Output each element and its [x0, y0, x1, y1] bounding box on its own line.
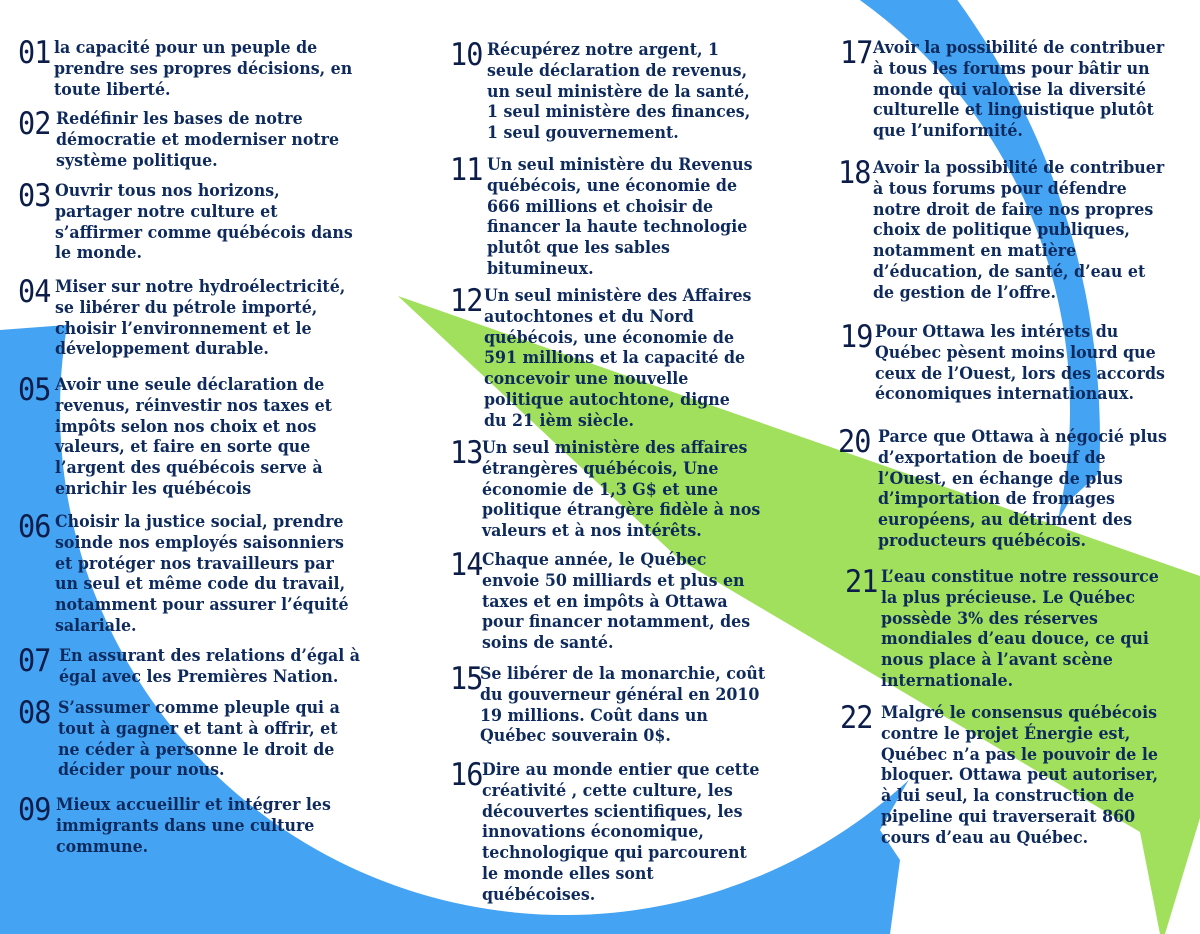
item-text: Miser sur notre hydroélectricité, se libérer du pétrole importé, choisir l’environnement et le développement durable. — [55, 277, 346, 360]
item-number: 13 — [450, 435, 483, 471]
item-number: 19 — [840, 319, 873, 355]
item-number: 10 — [450, 37, 483, 73]
item-number: 21 — [845, 564, 878, 600]
item-text: Dire au monde entier que cette créativité , cette culture, les découvertes scientifiques, les innovations économique, technologique qui parcourent le monde elles sont québécoises. — [482, 760, 760, 905]
item-text: Chaque année, le Québec envoie 50 milliards et plus en taxes et en impôts à Ottawa pour financer notamment, des soins de santé. — [482, 550, 751, 654]
item-text: Avoir la possibilité de contribuer à tous forums pour défendre notre droit de faire nos propres choix de politique publiques, notamment en matière d’éducation, de santé, d’eau et de gestion de l’offre. — [873, 158, 1165, 303]
item-number: 14 — [450, 547, 483, 583]
item-text: Récupérez notre argent, 1 seule déclaration de revenus, un seul ministère de la santé, 1 seul ministère des finances, 1 seul gouvernement. — [487, 40, 751, 144]
item-number: 04 — [18, 274, 51, 310]
item-text: Mieux accueillir et intégrer les immigrants dans une culture commune. — [56, 795, 331, 857]
item-text: Malgré le consensus québécois contre le projet Énergie est, Québec n’a pas le pouvoir de le bloquer. Ottawa peut autoriser, à lui seul, la construction de pipeline qui traverserait 860 cours d’eau au Québec. — [881, 703, 1159, 848]
item-number: 12 — [450, 283, 483, 319]
item-number: 18 — [838, 155, 871, 191]
item-text: Un seul ministère des Affaires autochtones et du Nord québécois, une économie de 591 millions et la capacité de concevoir une nouvelle politique autochtone, digne du 21 ièm siècle. — [484, 286, 752, 431]
item-text: S’assumer comme pleuple qui a tout à gagner et tant à offrir, et ne céder à personne le droit de décider pour nous. — [58, 698, 340, 781]
item-number: 20 — [838, 424, 871, 460]
item-text: Choisir la justice social, prendre soinde nos employés saisonniers et protéger nos travailleurs par un seul et même code du travail, notamment pour assurer l’équité salariale. — [55, 512, 349, 636]
item-text: En assurant des relations d’égal à égal avec les Premières Nation. — [59, 646, 361, 687]
item-text: Redéfinir les bases de notre démocratie et moderniser notre système politique. — [56, 109, 340, 171]
item-text: la capacité pour un peuple de prendre ses propres décisions, en toute liberté. — [54, 38, 353, 100]
item-text: Un seul ministère des affaires étrangères québécois, Une économie de 1,3 G$ et une politique étrangère fidèle à nos valeurs et à nos intérêts. — [482, 438, 761, 542]
item-number: 11 — [450, 152, 483, 188]
item-number: 06 — [18, 509, 51, 545]
item-text: Avoir la possibilité de contribuer à tous les forums pour bâtir un monde qui valorise la diversité culturelle et linguistique plutôt que l’uniformité. — [873, 38, 1165, 142]
item-text: Pour Ottawa les intérets du Québec pèsent moins lourd que ceux de l’Ouest, lors des accords économiques internationaux. — [875, 322, 1165, 405]
item-text: Un seul ministère du Revenus québécois, une économie de 666 millions et choisir de financer la haute technologie plutôt que les sables bitumineux. — [487, 155, 753, 279]
item-number: 01 — [18, 35, 51, 71]
item-number: 08 — [18, 695, 51, 731]
item-text: Parce que Ottawa à négocié plus d’exportation de boeuf de l’Ouest, en échange de plus d’importation de fromages européens, au détriment des producteurs québécois. — [878, 427, 1167, 551]
item-text: L’eau constitue notre ressource la plus précieuse. Le Québec possède 3% des réserves mondiales d’eau douce, ce qui nous place à l’avant scène internationale. — [881, 567, 1159, 691]
item-number: 09 — [18, 792, 51, 828]
item-text: Ouvrir tous nos horizons, partager notre culture et s’affirmer comme québécois dans le monde. — [55, 181, 353, 264]
item-text: Se libérer de la monarchie, coût du gouverneur général en 2010 19 millions. Coût dans un Québec souverain 0$. — [480, 664, 766, 747]
item-number: 17 — [840, 35, 873, 71]
item-number: 05 — [18, 372, 51, 408]
item-number: 02 — [18, 106, 51, 142]
item-number: 03 — [18, 178, 51, 214]
item-number: 07 — [18, 643, 51, 679]
item-number: 16 — [450, 757, 483, 793]
item-number: 22 — [840, 700, 873, 736]
item-number: 15 — [450, 661, 483, 697]
item-text: Avoir une seule déclaration de revenus, réinvestir nos taxes et impôts selon nos choix et nos valeurs, et faire en sorte que l’argent des québécois serve à enrichir les québécois — [55, 375, 332, 499]
